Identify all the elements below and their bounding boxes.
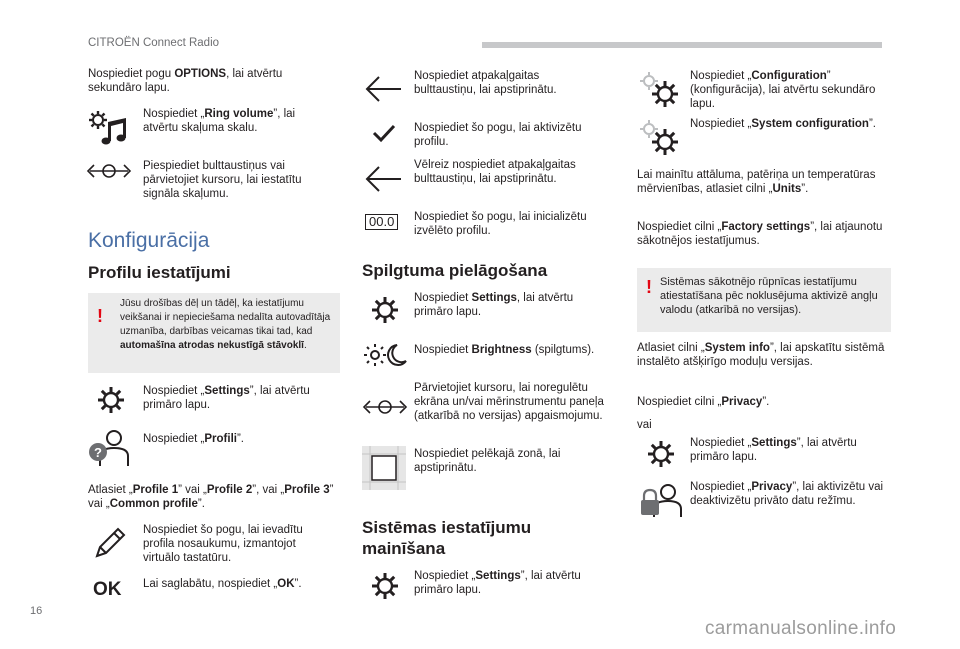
col2-paragraph-activate: Nospiediet šo pogu, lai aktivizētu profilu. — [414, 122, 582, 148]
col2-paragraph-brightness: Nospiediet Brightness (spilgtums). — [414, 344, 595, 356]
pencil-icon — [94, 527, 126, 559]
subheading-profiles: Profilu iestatījumi — [88, 263, 231, 282]
warning-exclamation-icon-2: ! — [646, 277, 652, 297]
col1-paragraph-profile-name: Nospiediet šo pogu, lai ievadītu profila nosaukumu, izmantojot virtuālo tastatūru. — [143, 524, 303, 564]
page-number: 16 — [30, 605, 43, 617]
col1-paragraph-select-profile: Atlasiet „Profile 1” vai „Profile 2”, vai „Profile 3” vai „Common profile”. — [88, 484, 334, 510]
col3-paragraph-units: Lai mainītu attāluma, patēriņa un temperatūras mērvienības, atlasiet cilni „Units”. — [637, 169, 876, 195]
col2-paragraph-settings-2: Nospiediet „Settings”, lai atvērtu primāro lapu. — [414, 570, 581, 596]
col2-paragraph-settings: Nospiediet Settings, lai atvērtu primāro lapu. — [414, 292, 574, 318]
slider-arrows-icon — [86, 161, 132, 181]
col1-paragraph-profili: Nospiediet „Profili”. — [143, 433, 244, 445]
col3-paragraph-system-configuration: Nospiediet „System configuration”. — [690, 118, 876, 130]
col3-paragraph-settings: Nospiediet „Settings”, lai atvērtu primāro lapu. — [690, 437, 857, 463]
col3-or-text: vai — [637, 419, 652, 431]
warning-box-2 — [637, 268, 891, 332]
privacy-lock-icon — [640, 483, 682, 519]
warning-text-2: Sistēmas sākotnējo rūpnīcas iestatījumu atiestatīšana pēc noklusējuma aktivizē angļu valodu (atkarībā no versijas). — [660, 276, 878, 316]
col2-paragraph-grey-zone: Nospiediet pelēkajā zonā, lai apstiprinātu. — [414, 448, 561, 474]
col2-paragraph-back-2: Vēlreiz nospiediet atpakaļgaitas bulttaustiņu, lai apstiprinātu. — [414, 159, 576, 185]
reset-icon: 00.0 — [365, 214, 398, 230]
header-bar — [482, 42, 882, 48]
slider-arrows-icon-2 — [362, 397, 408, 417]
warning-text-1: Jūsu drošības dēļ un tādēļ, ka iestatījumu veikšanai ir nepieciešama nedalīta autovadītāja uzmanība, darbības veicamas tikai tad, kad automašīna atrodas nekustīgā stāvoklī. — [120, 298, 331, 351]
back-arrow-icon — [363, 74, 403, 104]
gear-icon — [97, 386, 125, 414]
grey-zone-icon — [362, 446, 406, 490]
warning-box-1 — [88, 293, 340, 373]
col3-paragraph-factory: Nospiediet cilni „Factory settings”, lai atjaunotu sākotnējos iestatījumus. — [637, 221, 883, 247]
subheading-brightness: Spilgtuma pielāgošana — [362, 261, 548, 280]
col3-paragraph-privacy-tab: Nospiediet cilni „Privacy”. — [637, 396, 770, 408]
col3-paragraph-privacy: Nospiediet „Privacy”, lai aktivizētu vai deaktivizētu privāto datu režīmu. — [690, 481, 884, 507]
subheading-system-settings: Sistēmas iestatījumu mainīšana — [362, 518, 532, 558]
watermark: carmanualsonline.info — [705, 618, 897, 639]
col2-paragraph-slider: Pārvietojiet kursoru, lai noregulētu ekrāna un/vai mērinstrumentu paneļa (atkarībā no versijas) apgaismojumu. — [414, 382, 604, 422]
col1-paragraph-ring-volume: Nospiediet „Ring volume”, lai atvērtu skaļuma skalu. — [143, 108, 296, 134]
col1-paragraph-arrows: Piespiediet bulttaustiņus vai pārvietojiet kursoru, lai iestatītu signāla skaļumu. — [143, 160, 302, 200]
col2-paragraph-reset: Nospiediet šo pogu, lai inicializētu izvēlēto profilu. — [414, 211, 587, 237]
system-configuration-icon — [638, 118, 682, 158]
brightness-icon — [363, 342, 407, 368]
back-arrow-icon-2 — [363, 164, 403, 194]
gear-icon-2 — [371, 296, 399, 324]
gear-icon-4 — [647, 440, 675, 468]
profile-icon — [88, 428, 132, 468]
gear-icon-3 — [371, 572, 399, 600]
settings-music-icon — [86, 108, 132, 146]
ok-icon: OK — [93, 579, 122, 600]
col1-paragraph-settings: Nospiediet „Settings”, lai atvērtu primāro lapu. — [143, 385, 310, 411]
col1-paragraph-ok: Lai saglabātu, nospiediet „OK”. — [143, 578, 302, 590]
section-title: Konfigurācija — [88, 229, 210, 252]
col3-paragraph-configuration: Nospiediet „Configuration” (konfigurācija), lai atvērtu sekundāro lapu. — [690, 70, 876, 110]
col1-paragraph-options: Nospiediet pogu OPTIONS, lai atvērtu sekundāro lapu. — [88, 68, 283, 94]
configuration-icon — [638, 70, 682, 110]
col3-paragraph-system-info: Atlasiet cilni „System info”, lai apskatītu sistēmā instalēto atšķirīgo moduļu versijas. — [637, 342, 885, 368]
svg-text:?: ? — [94, 445, 102, 460]
col2-paragraph-back-1: Nospiediet atpakaļgaitas bulttaustiņu, lai apstiprinātu. — [414, 70, 557, 96]
warning-exclamation-icon: ! — [97, 306, 103, 326]
header-title: CITROËN Connect Radio — [88, 37, 220, 49]
checkmark-icon — [372, 123, 396, 143]
